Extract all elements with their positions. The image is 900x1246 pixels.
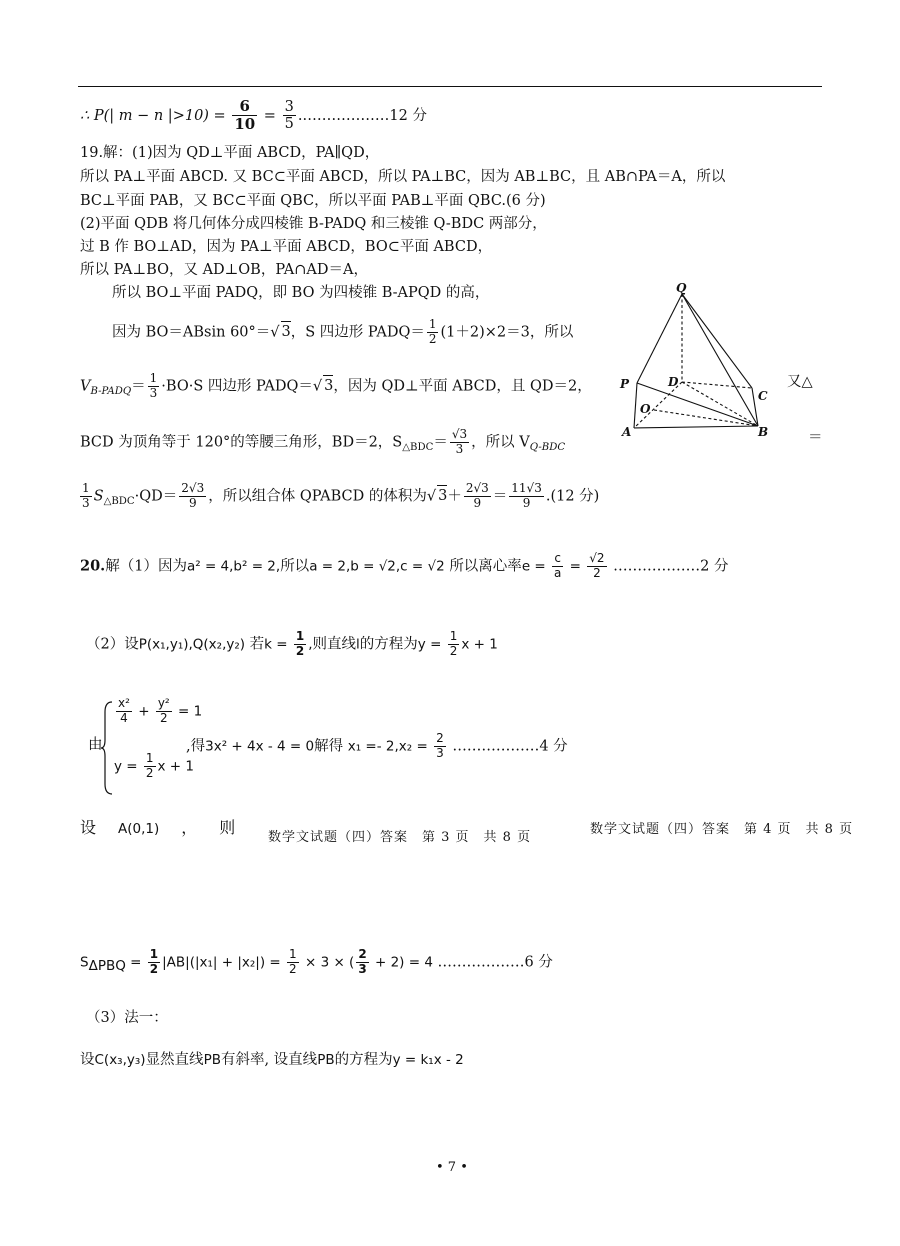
edge-QP — [637, 294, 682, 383]
system-row-2: y = $\frac{1}{2}$ x + 1 — [114, 751, 195, 780]
q20-line-2: （2）设P(x₁,y₁),Q(x₂,y₂) 若k = $\frac{1}{2}$ ,则直线l的方程为y = $\frac{1}{2}$ x + 1 — [86, 629, 498, 658]
q19-line-9-right: 又△ — [787, 374, 813, 390]
edge-PA — [634, 383, 637, 428]
q19-line-8: 因为 BO＝ABsin 60°＝√ 3，S 四边形 PADQ＝ $\frac{1}{2}$ (1＋2)×2＝3，所以 — [112, 317, 574, 346]
fraction-2sqrt3-9: $\frac{2√3}{9}$ — [181, 481, 205, 510]
fraction-1-2: $\frac{1}{2}$ — [428, 317, 437, 346]
label-P: P — [620, 377, 630, 391]
fraction-c-a: $\frac{c}{a}$ — [554, 551, 562, 580]
top-rule — [78, 86, 822, 87]
edge-QB — [682, 294, 758, 426]
system-lead: 由 — [88, 737, 103, 753]
edge-PB — [637, 383, 758, 426]
label-O: O — [640, 402, 651, 416]
fraction-sqrt2-2: $\frac{√2}{2}$ — [589, 551, 605, 580]
label-B: B — [758, 425, 769, 439]
page-number: • 7 • — [436, 1160, 468, 1175]
fraction-2-3: $\frac{2}{3}$ — [436, 731, 444, 760]
fraction-1-3b: $\frac{1}{3}$ — [82, 481, 90, 510]
fraction-6-10: $\frac{6}{10}$ — [234, 97, 256, 134]
q19-line-9: $V_{B-PADQ}=$ $\frac{1}{3}$ ·BO·S 四边形 PADQ＝√ 3，因为 QD⊥平面 ABCD，且 QD＝2， — [80, 371, 592, 400]
fraction-1-3: $\frac{1}{3}$ — [149, 371, 158, 400]
pyramid-figure — [612, 278, 802, 448]
system-brace — [100, 700, 114, 796]
q19-line-11: $\frac{1}{3}$ $S_{\triangle BDC}\cdot QD=$ $\frac{2√3}{9}$ ，所以组合体 QPABCD 的体积为√ 3＋ $\frac{2√3}{9}$ ＝ $\frac{11√3}{9}$ .(12 分) — [82, 481, 600, 510]
label-C: C — [758, 389, 768, 403]
q20-line-7: 设C(x₃,y₃)显然直线PB有斜率, 设直线PB的方程为y = k₁x - 2 — [80, 1052, 464, 1068]
q19-line-4: (2)平面 QDB 将几何体分成四棱锥 B-PADQ 和三棱锥 Q-BDC 两部分， — [80, 216, 547, 232]
fraction-3-5: $\frac{3}{5}$ — [284, 98, 294, 133]
q19-line-6: 所以 PA⊥BO，又 AD⊥OB，PA∩AD＝A， — [80, 262, 368, 278]
fraction-sqrt3-3: $\frac{√3}{3}$ — [451, 427, 468, 456]
system-result: ,得3x² + 4x - 4 = 0解得 x₁ =- 2,x₂ = $\frac{2}{3}$ ………………4 分 — [186, 731, 568, 760]
edge-OB-hidden — [654, 410, 758, 426]
edge-DC-hidden — [682, 382, 752, 388]
fraction-slope-1-2: $\frac{1}{2}$ — [449, 629, 458, 658]
probability-line: ∴ P(| m − n |>10) = $\frac{6}{10}$ = $\frac{3}{5}$ .………………12 分 — [80, 97, 427, 134]
q19-line-10-right: ＝ — [808, 430, 823, 446]
q19-line-1: 19.解：(1)因为 QD⊥平面 ABCD，PA∥QD， — [80, 145, 380, 161]
label-D: D — [668, 375, 679, 389]
q19-line-10: BCD 为顶角等于 120°的等腰三角形，BD＝2，$S_{\triangle BDC}=$ $\frac{√3}{3}$ ，所以 $V_{Q-BDC}$ — [80, 427, 566, 456]
footer-page-4: 数学文试题（四）答案 第 4 页 共 8 页 — [590, 822, 854, 837]
edge-QC — [682, 294, 752, 388]
q20-line-1: 20.解（1）因为a² = 4,b² = 2,所以a = 2,b = √2,c = √2 所以离心率e = $\frac{c}{a}$ = $\frac{√2}{2}$ ………………2 分 — [80, 551, 729, 580]
q19-line-5: 过 B 作 BO⊥AD，因为 PA⊥平面 ABCD，BO⊂平面 ABCD， — [80, 239, 493, 255]
q19-line-7: 所以 BO⊥平面 PADQ，即 BO 为四棱锥 B-APQD 的高， — [112, 285, 490, 301]
footer-page-3: 数学文试题（四）答案 第 3 页 共 8 页 — [268, 830, 532, 845]
q20-area-line: $S_{\Delta PBQ}$ = $\frac{1}{2}$ |AB|(|x₁| + |x₂|) = $\frac{1}{2}$ × 3 × ( $\frac{2}{3}$ + 2) = 4 ………………6 分 — [80, 947, 553, 976]
q20-line-4: 设 A(0,1) ， 则 — [80, 818, 236, 837]
q20-line-6: （3）法一： — [86, 1010, 168, 1026]
label-A: A — [622, 425, 632, 439]
system-row-1: $\frac{\text{x²}}{4}$ + $\frac{\text{y²}}{2}$ = 1 — [118, 696, 203, 725]
fraction-11sqrt3-9: $\frac{11√3}{9}$ — [511, 481, 542, 510]
edge-DB-hidden — [682, 382, 758, 426]
fraction-2sqrt3-9b: $\frac{2√3}{9}$ — [465, 481, 489, 510]
edge-AB — [634, 426, 758, 428]
q19-line-3: BC⊥平面 PAB，又 BC⊂平面 QBC，所以平面 PAB⊥平面 QBC.(6 分) — [80, 193, 546, 209]
fraction-k-1-2: $\frac{1}{2}$ — [295, 629, 305, 658]
q19-line-2: 所以 PA⊥平面 ABCD. 又 BC⊂平面 ABCD，所以 PA⊥BC，因为 AB⊥BC，且 AB∩PA＝A，所以 — [80, 169, 726, 185]
label-Q: Q — [676, 281, 687, 295]
